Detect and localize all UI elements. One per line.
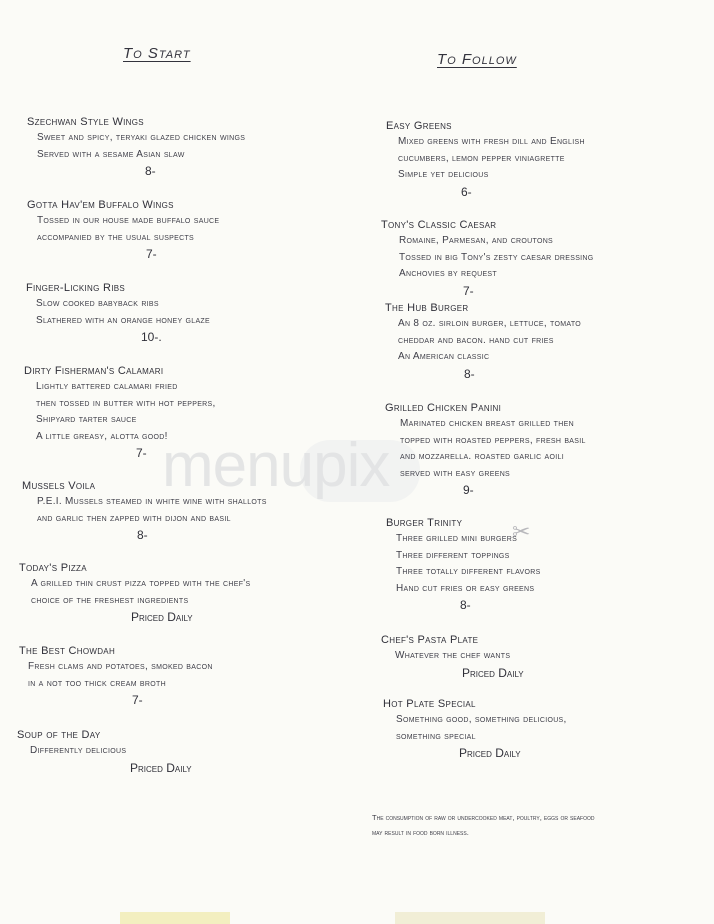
menu-item-description: Differently delicious [30,745,127,756]
menu-item-description: choice of the freshest ingredients [31,594,189,606]
menu-item-price: 8- [137,528,148,542]
menu-item-description: Slow cooked babyback ribs [36,298,159,309]
menu-item-description: Mixed greens with fresh dill and English [398,136,585,147]
menu-item-description: Served with a sesame Asian slaw [37,148,185,160]
menu-item [19,560,250,626]
menu-item-description: and garlic then zapped with dijon and basil [37,512,231,524]
menu-item-description: A grilled thin crust pizza topped with the chef's [31,578,251,589]
menu-item [385,400,586,499]
menu-item [385,300,581,383]
menu-item-description: A little greasy, alotta good! [36,430,168,442]
menu-item-description: Tossed in our house made buffalo sauce [37,215,220,226]
menu-item-description: something special [396,730,476,742]
menu-item-price: 7- [463,283,474,298]
menu-item-price: 8- [460,598,471,612]
menu-item-description: in a not too thick cream broth [28,677,166,689]
section-heading-to-follow: To Follow [437,51,517,68]
menu-item-description: cucumbers, lemon pepper viniagrette [398,152,565,164]
menu-item [381,217,594,300]
menu-item-description: Three different toppings [396,549,510,561]
menu-item-description: accompanied by the usual suspects [37,231,195,243]
menu-item [381,632,524,682]
menu-item-description: An American classic [398,351,490,362]
menu-item-name: Easy Greens [386,120,452,132]
menu-item-description: Fresh clams and potatoes, smoked bacon [28,661,213,672]
menu-item-description: Romaine, Parmesan, and croutons [399,235,554,246]
menu-item-description: Something good, something delicious, [396,714,567,725]
menu-item [27,197,219,263]
menu-item-description: Tossed in big Tony's zesty caesar dressing [399,251,594,263]
menu-item-description: Shipyard tarter sauce [36,414,137,425]
menu-item [19,643,213,709]
menu-item-name: Chef's Pasta Plate [381,634,479,646]
menu-item-description: Lightly battered calamari fried [36,381,178,392]
menu-item-name: Grilled Chicken Panini [385,402,502,414]
menu-item-price: 8- [145,164,156,178]
menu-item-name: Dirty Fisherman's Calamari [24,365,164,377]
menu-item-description: Simple yet delicious [398,169,489,180]
section-heading-to-start: To Start [123,45,191,62]
menu-item-description: cheddar and bacon. hand cut fries [398,334,554,346]
menu-item-description: Whatever the chef wants [395,650,511,661]
menu-item-price: 9- [463,483,474,497]
menu-item-description: Sweet and spicy, teryaki glazed chicken wings [37,132,246,143]
menu-item-name: Gotta Hav'em Buffalo Wings [27,199,174,211]
menu-item-description: Anchovies by request [399,268,497,279]
highlight-mark [120,912,230,924]
menu-item-description: Three totally different flavors [396,566,541,577]
menu-item-description: Hand cut fries or easy greens [396,582,535,594]
menu-item-name: Today's Pizza [19,562,87,574]
menu-item [22,478,267,544]
menu-item-description: Three grilled mini burgers [396,533,518,544]
menu-item-name: The Best Chowdah [19,645,116,657]
menu-item [24,363,216,462]
menu-item-price: 7- [136,446,147,460]
menu-item-name: Tony's Classic Caesar [381,219,497,231]
menu-item [383,696,567,762]
menu-item-price: Priced Daily [131,610,193,624]
menu-item-description: topped with roasted peppers, fresh basil [400,434,586,446]
menu-item-name: Mussels Voila [22,480,96,492]
menu-item-price: 10-. [141,330,162,344]
menu-item [17,727,192,777]
food-safety-notice: The consumption of raw or undercooked meat, poultry, eggs or seafood may result in food born illness. [372,813,595,837]
menu-item-description: P.E.I. Mussels steamed in white wine with shallots [37,496,267,507]
menu-item [26,280,210,346]
menu-item-name: Hot Plate Special [383,698,476,710]
highlight-mark [395,912,545,924]
menu-item-price: 6- [461,184,472,199]
menu-item-price: Priced Daily [130,760,192,775]
menu-item-name: The Hub Burger [385,302,469,314]
menu-item-name: Burger Trinity [386,517,463,529]
menu-item [27,114,245,180]
menu-item-description: An 8 oz. sirloin burger, lettuce, tomato [398,318,582,329]
menu-item-description: then tossed in butter with hot peppers, [36,397,216,409]
menu-item-description: and mozzarella. roasted garlic aoili [400,451,564,462]
scissors-mark-icon: ✂ [512,519,531,544]
menu-item-price: 7- [132,693,143,707]
menu-item-description: served with easy greens [400,467,511,479]
menu-item-name: Finger-Licking Ribs [26,282,125,294]
menu-item-name: Szechwan Style Wings [27,116,144,128]
menu-item-price: 7- [146,247,157,261]
menu-item-price: Priced Daily [459,746,521,760]
watermark-logo: menupix [162,431,390,500]
menu-item-description: Slathered with an orange honey glaze [36,314,210,326]
menu-item-price: Priced Daily [462,665,524,680]
menu-item [386,118,585,201]
menu-item-description: Marinated chicken breast grilled then [400,418,574,429]
menu-item-price: 8- [464,366,475,381]
menu-item-name: Soup of the Day [17,729,101,741]
